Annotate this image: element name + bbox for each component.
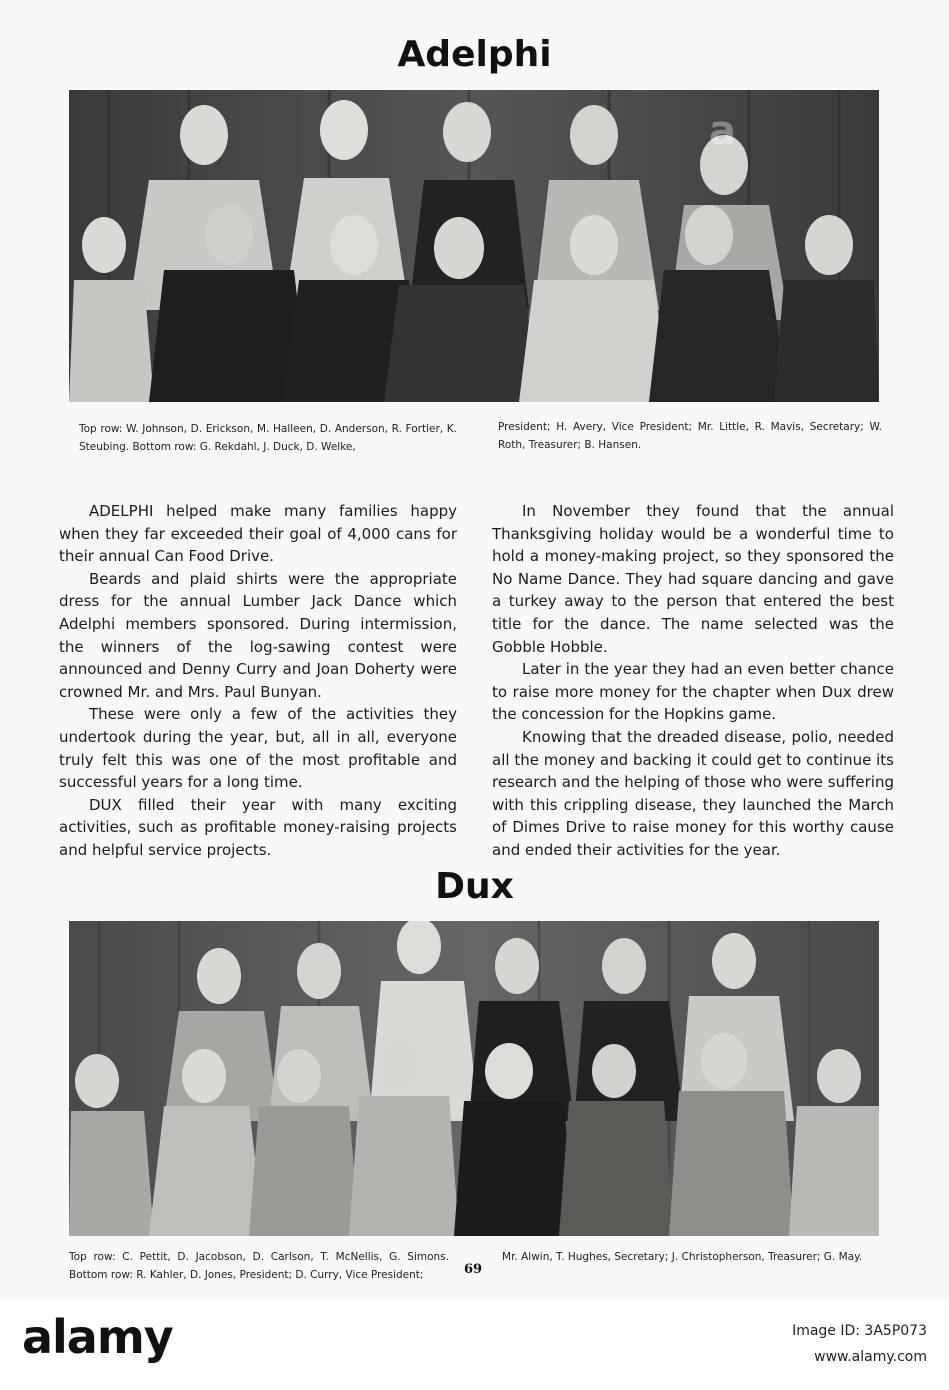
- body-paragraph: Beards and plaid shirts were the appropriate dress for the annual Lumber Jack Dance which Adelphi members sponsored. During intermission, the winners of the log-sawing contest were announced and Denny Curry and Joan Doherty were crowned Mr. and Mrs. Paul Bunyan.: [59, 569, 457, 701]
- image-id-text: Image ID: 3A5P073: [792, 1323, 927, 1339]
- page-number: 69: [464, 1262, 483, 1277]
- image-id-info: [792, 1318, 927, 1370]
- body-column-right: [492, 500, 894, 862]
- adelphi-title: Adelphi: [397, 34, 552, 75]
- dux-caption-right: Mr. Alwin, T. Hughes, Secretary; J. Christopherson, Treasurer; G. May.: [502, 1251, 863, 1263]
- adelphi-caption-left: Top row: W. Johnson, D. Erickson, M. Halleen, D. Anderson, R. Fortier, K. Steubing. Bottom row: G. Rekdahl, J. Duck, D. Welke,: [79, 423, 457, 453]
- body-paragraph: These were only a few of the activities they undertook during the year, but, all in all, everyone truly felt this was one of the most profitable and successful years for a long time.: [59, 705, 457, 792]
- body-paragraph: ADELPHI helped make many families happy when they far exceeded their goal of 4,000 cans for their annual Can Food Drive.: [59, 502, 457, 566]
- alamy-site-url: www.alamy.com: [814, 1349, 927, 1365]
- body-column-left: [59, 500, 457, 862]
- dux-group-photo: [69, 921, 879, 1236]
- adelphi-caption-right: President; H. Avery, Vice President; Mr. Little, R. Mavis, Secretary; W. Roth, Treasurer; B. Hansen.: [498, 421, 882, 451]
- body-paragraph: Knowing that the dreaded disease, polio, needed all the money and backing it could get to continue its research and the helping of those who were suffering with this crippling disease, they launched the March of Dimes Drive to raise money for this worthy cause and ended their activities for the year.: [492, 727, 894, 859]
- dux-caption-left: Top row: C. Pettit, D. Jacobson, D. Carlson, T. McNellis, G. Simons. Bottom row: R. Kahler, D. Jones, President; D. Curry, Vice President;: [69, 1251, 449, 1281]
- alamy-logo: alamy: [22, 1310, 173, 1364]
- body-paragraph: Later in the year they had an even better chance to raise more money for the chapter when Dux drew the concession for the Hopkins game.: [492, 660, 894, 724]
- alamy-photo-watermark: a: [709, 108, 736, 154]
- dux-title: Dux: [435, 866, 514, 907]
- adelphi-group-photo: [69, 90, 879, 402]
- body-paragraph: In November they found that the annual Thanksgiving holiday would be a wonderful time to hold a money-making project, so they sponsored the No Name Dance. They had square dancing and gave a turkey away to the person that entered the best title for the dance. The name selected was the Gobble Hobble.: [492, 502, 894, 656]
- body-paragraph: DUX filled their year with many exciting activities, such as profitable money-raising projects and helpful service projects.: [59, 795, 457, 859]
